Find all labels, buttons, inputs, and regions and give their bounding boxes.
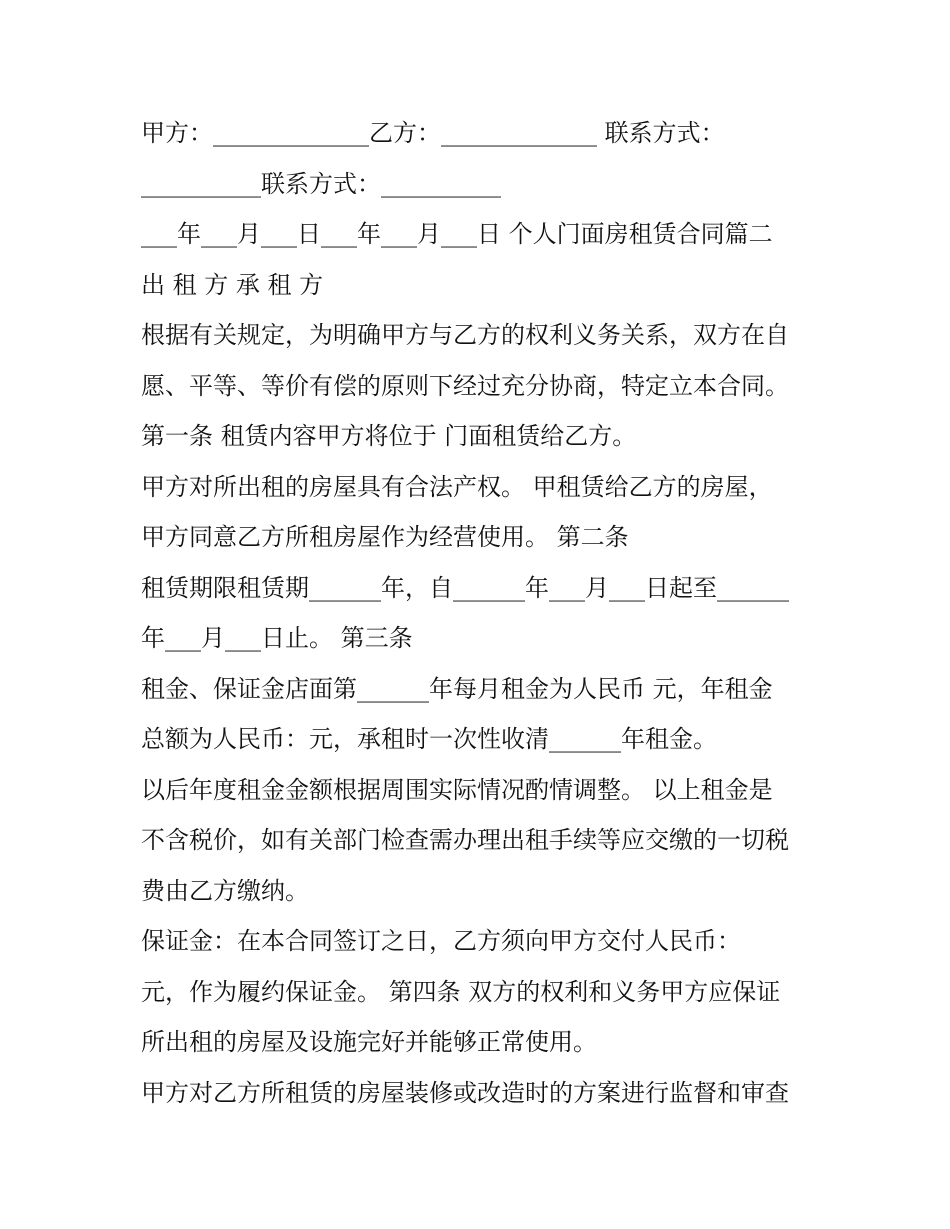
text-line: 总额为人民币：元，承租时一次性收清______年租金。 — [141, 725, 717, 753]
text-line: 以后年度租金金额根据周围实际情况酌情调整。 以上租金是 — [141, 775, 773, 804]
text-line: 根据有关规定，为明确甲方与乙方的权利义务关系，双方在自 — [141, 321, 789, 349]
text-line: 第一条 租赁内容甲方将位于 门面租赁给乙方。 — [141, 422, 637, 450]
text-line: 甲方：_____________乙方：_____________ 联系方式： — [141, 119, 725, 147]
text-line: 保证金：在本合同签订之日，乙方须向甲方交付人民币： — [141, 927, 741, 955]
text-line: 租金、保证金店面第______年每月租金为人民币 元，年租金 — [141, 674, 773, 703]
text-line: 愿、平等、等价有偿的原则下经过充分协商，特定立本合同。 — [141, 371, 789, 400]
text-line: 所出租的房屋及设施完好并能够正常使用。 — [141, 1028, 597, 1056]
text-line: 元，作为履约保证金。 第四条 双方的权利和义务甲方应保证 — [141, 977, 781, 1006]
text-line: 费由乙方缴纳。 — [141, 876, 309, 905]
text-line: 甲方对乙方所租赁的房屋装修或改造时的方案进行监督和审查 — [141, 1078, 789, 1107]
document-body — [141, 108, 841, 1118]
text-line: 甲方同意乙方所租房屋作为经营使用。 第二条 — [141, 523, 629, 551]
text-line: ___年___月___日___年___月___日 个人门面房租赁合同篇二 — [141, 220, 773, 248]
text-line: 租赁期限租赁期______年，自______年___月___日起至______ — [141, 573, 789, 602]
text-line: __________联系方式：__________ — [141, 169, 501, 198]
text-line: 年___月___日止。 第三条 — [141, 624, 413, 652]
text-line: 甲方对所出租的房屋具有合法产权。 甲租赁给乙方的房屋， — [141, 472, 773, 501]
text-line: 出 租 方 承 租 方 — [141, 270, 324, 299]
text-line: 不含税价，如有关部门检查需办理出租手续等应交缴的一切税 — [141, 826, 789, 854]
